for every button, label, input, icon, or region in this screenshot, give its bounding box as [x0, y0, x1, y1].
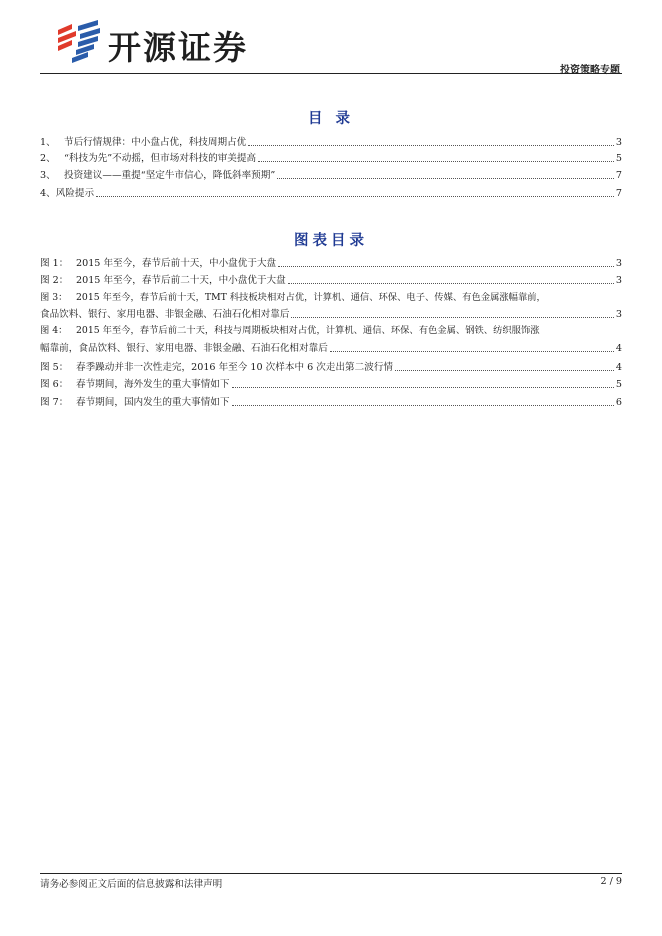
figure-item-line2[interactable]	[40, 340, 622, 356]
figure-item[interactable]	[40, 359, 622, 375]
dot-leader	[258, 161, 614, 162]
dot-leader	[288, 283, 614, 284]
toc-item[interactable]	[40, 134, 622, 150]
dot-leader	[291, 317, 613, 318]
dot-leader	[232, 387, 614, 388]
toc-item-page: 7	[615, 188, 622, 199]
figure-item-text: 食品饮料、银行、家用电器、非银金融、石油石化相对靠后	[40, 309, 290, 320]
figure-item[interactable]	[40, 394, 622, 410]
toc-item[interactable]	[40, 167, 622, 183]
dot-leader	[395, 370, 614, 371]
figure-item-number: 图 5：	[40, 362, 69, 373]
dot-leader	[277, 178, 614, 179]
figure-item-number: 图 4：	[40, 325, 68, 336]
figure-item-number: 图 6：	[40, 379, 69, 390]
figure-item-number: 图 7：	[40, 397, 69, 408]
toc-item-page: 5	[615, 153, 622, 164]
figure-item-page: 6	[615, 397, 622, 408]
logo-mark-icon	[54, 20, 104, 64]
figure-item-text: 2015 年至今，春节后前二十天，科技与周期板块相对占优，计算机、通信、环保、有色金属、钢铁、纺织服饰涨	[76, 325, 540, 336]
figure-item-line1[interactable]	[40, 291, 622, 305]
figure-item-line2[interactable]	[40, 306, 622, 322]
figure-item-text: 春节期间，国内发生的重大事情如下	[76, 397, 230, 408]
figure-item[interactable]	[40, 272, 622, 288]
figure-item-page: 4	[615, 343, 622, 354]
figure-item-number: 图 1：	[40, 258, 69, 269]
figure-item-page: 3	[615, 258, 622, 269]
figure-item-page: 4	[615, 362, 622, 373]
figure-item-page: 3	[615, 275, 622, 286]
toc-item[interactable]	[40, 185, 622, 201]
toc-item-page: 3	[615, 137, 622, 148]
figures-title: 图表目录	[294, 233, 368, 249]
document-type-label: 投资策略专题	[560, 65, 620, 76]
dot-leader	[278, 266, 614, 267]
figure-item-number: 图 2：	[40, 275, 69, 286]
toc-item-number: 3、	[40, 170, 56, 181]
figure-item-text: 2015 年至今，春节后前十天，中小盘优于大盘	[76, 258, 277, 269]
figure-item-text: 春季躁动并非一次性走完，2016 年至今 10 次样本中 6 次走出第二波行情	[76, 362, 394, 373]
footer-divider	[40, 873, 622, 874]
figure-item-page: 3	[615, 309, 622, 320]
figure-item-line1[interactable]	[40, 324, 622, 338]
figure-item-text: 幅靠前，食品饮料、银行、家用电器、非银金融、石油石化相对靠后	[40, 343, 328, 354]
figure-item[interactable]	[40, 255, 622, 271]
company-logo	[54, 20, 294, 67]
toc-item-text: 节后行情规律：中小盘占优，科技周期占优	[64, 137, 247, 148]
dot-leader	[96, 196, 614, 197]
figure-item-text: 春节期间，海外发生的重大事情如下	[76, 379, 230, 390]
toc-item-number: 4、	[40, 188, 56, 199]
header-divider	[40, 73, 622, 74]
footer-disclaimer: 请务必参阅正文后面的信息披露和法律声明	[40, 879, 223, 890]
toc-item-text: “科技为先”不动摇，但市场对科技的审美提高	[64, 153, 257, 164]
figure-item-number: 图 3：	[40, 292, 68, 303]
toc-item-page: 7	[615, 170, 622, 181]
logo-text: 开源证券	[108, 28, 248, 67]
figure-item-text: 2015 年至今，春节后前二十天，中小盘优于大盘	[76, 275, 286, 286]
page-header	[40, 14, 622, 76]
figure-item-page: 5	[615, 379, 622, 390]
page-number: 2 / 9	[600, 876, 622, 887]
dot-leader	[330, 351, 614, 352]
dot-leader	[248, 145, 614, 146]
toc-item-number: 1、	[40, 137, 56, 148]
figure-item[interactable]	[40, 376, 622, 392]
toc-item-text: 投资建议——重提“坚定牛市信心，降低斜率预期”	[64, 170, 276, 181]
toc-title: 目 录	[307, 111, 355, 127]
toc-item-number: 2、	[40, 153, 56, 164]
dot-leader	[232, 405, 614, 406]
toc-item-text: 风险提示	[55, 188, 95, 199]
toc-item[interactable]	[40, 150, 622, 166]
figure-item-text: 2015 年至今，春节后前十天，TMT 科技板块相对占优，计算机、通信、环保、电子、传媒、有色金属涨幅靠前，	[76, 292, 546, 303]
